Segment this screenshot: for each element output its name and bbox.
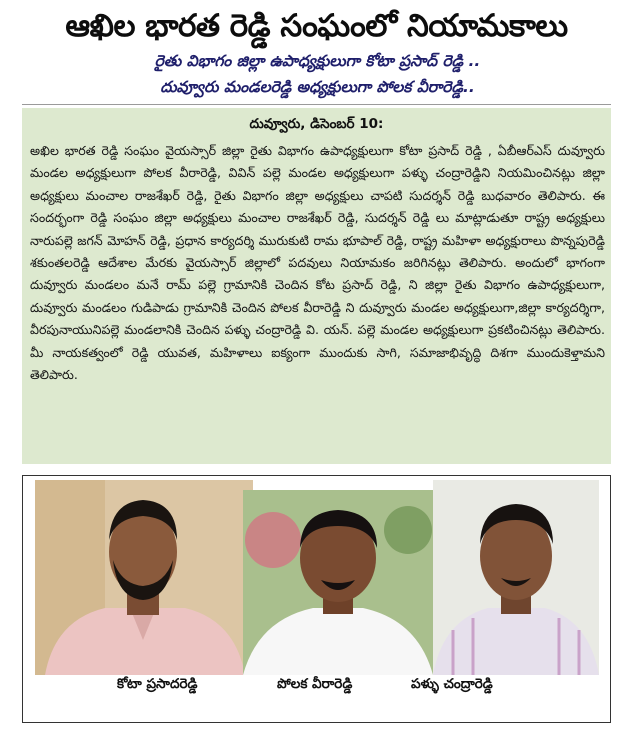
photo-caption-3: పళ్ళు చంద్రారెడ్డి bbox=[411, 676, 493, 692]
portrait-2-image bbox=[243, 490, 433, 675]
subheadline-2: దువ్వూరు మండలరెడ్డి అధ్యక్షులుగా పోలక వీరారెడ్డి.. bbox=[160, 78, 475, 96]
portrait-3-image bbox=[433, 480, 599, 675]
article-body-box bbox=[22, 108, 611, 464]
dateline: దువ్వూరు, డిసెంబర్ 10: bbox=[249, 116, 384, 132]
portrait-photo-2 bbox=[243, 490, 433, 675]
photo-caption-2: పోలక వీరారెడ్డి bbox=[277, 676, 353, 692]
photo-caption-1: కోటా ప్రసాదరెడ్డి bbox=[117, 676, 198, 692]
subheadline-1: రైతు విభాగం జిల్లా ఉపాధ్యక్షులుగా కోటా ప్రసాద్ రెడ్డి .. bbox=[154, 52, 481, 70]
portrait-photo-3 bbox=[433, 480, 599, 675]
divider bbox=[22, 104, 611, 105]
headline: ఆఖిల భారత రెడ్డి సంఘంలో నియామకాలు bbox=[65, 8, 568, 44]
portrait-1-image bbox=[35, 480, 253, 675]
article-text: అఖిల భారత రెడ్డి సంఘం వైయస్సార్ జిల్లా రైతు విభాగం ఉపాధ్యక్షులుగా కోటా ప్రసాద్ రెడ్డి , ఏబీఆర్ఎస్ దువ్వూరు మండల అధ్యక్షులుగా పోలక వీరారెడ్డి, వివిన్ పల్లె మండల అధ్యక్షులుగా పళ్ళు చంద్రారెడ్డిని నియమించినట్లు జిల్లా అధ్యక్షులు మంచాల రాజశేఖర్ రెడ్డి, రైతు విభాగం జిల్లా అధ్యక్షులు చాపటి సుదర్శన్ రెడ్డి బుధవారం తెలిపారు. ఈ సందర్భంగా రెడ్డి సంఘం జిల్లా అధ్యక్షులు మంచాల రాజశేఖర్ రెడ్డి, సుదర్శన్ రెడ్డి లు మాట్లాడుతూ రాష్ట్ర అధ్యక్షులు నారుపల్లె జగన్ మోహన్ రెడ్డి, ప్రధాన కార్యదర్శి మురుకుటి రామ భూపాల్ రెడ్డి, రాష్ట్ర మహిళా అధ్యక్షురాలు పొన్నపురెడ్డి శకుంతలరెడ్డి ఆదేశాల మేరకు వైయస్సార్ జిల్లాలో పదవులు నియామకం జరిగినట్లు తెలిపారు. అందులో భాగంగా దువ్వూరు మండలం మనే రామ్ పల్లె గ్రామానికి చెందిన కోట ప్రసాద్ రెడ్డి, ని జిల్లా రైతు విభాగం ఉపాధ్యక్షులుగా, దువ్వూరు మండలం గుడిపాడు గ్రామానికి చెందిన పోలక వీరారెడ్డి ని దువ్వూరు మండల అధ్యక్షులుగా,జిల్లా కార్యదర్శిగా, వీరపునాయునిపల్లె మండలానికి చెందిన పళ్ళు చంద్రారెడ్డి వి. యన్. పల్లె మండల అధ్యక్షులుగా ప్రకటించినట్లు తెలిపారు. మీ నాయకత్వంలో రెడ్డి యువత, మహిళాలు ఐక్యంగా ముందుకు సాగి, సమాజాభివృద్ధి దిశగా ముందుకెళ్తామని తెలిపారు. bbox=[30, 143, 605, 383]
photo-panel bbox=[22, 475, 611, 723]
portrait-photo-1 bbox=[35, 480, 253, 675]
